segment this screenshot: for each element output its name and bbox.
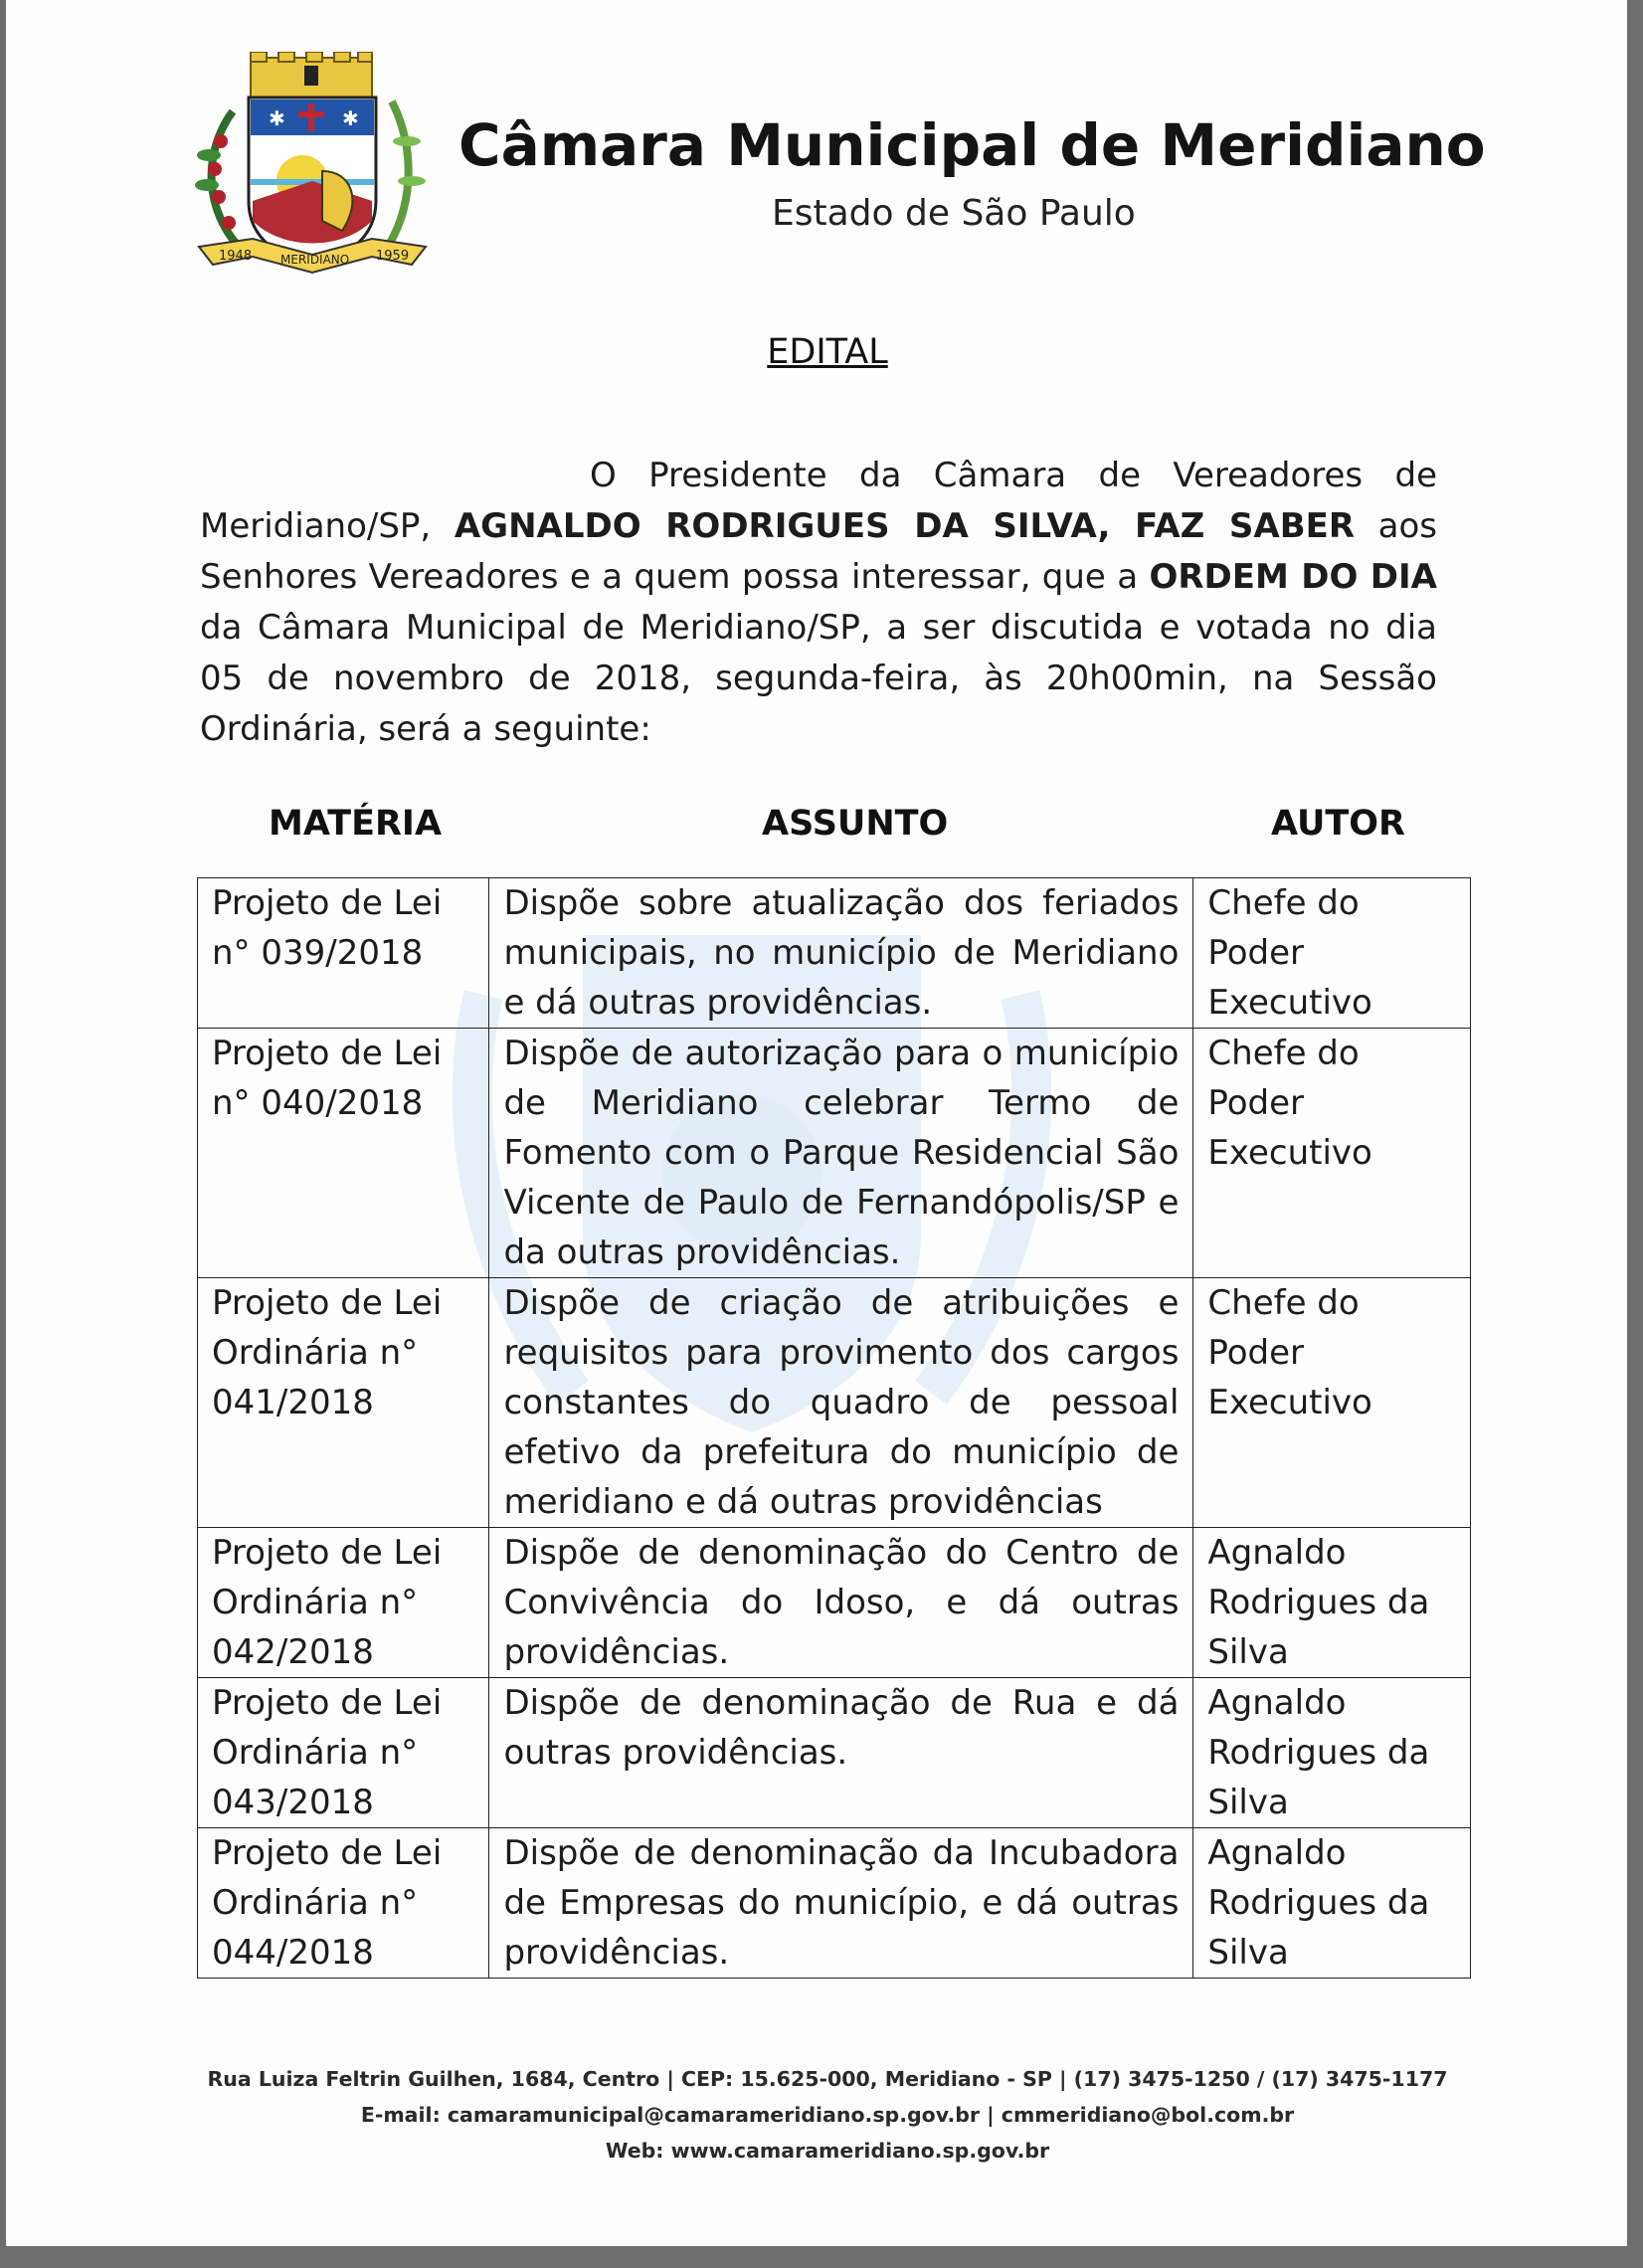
president-name: AGNALDO RODRIGUES DA SILVA, FAZ SABER bbox=[454, 506, 1356, 546]
table-row bbox=[198, 878, 1471, 1029]
table-row bbox=[198, 1828, 1471, 1979]
intro-text-1: O Presidente da Câmara de Vereadores de Meridiano/SP, bbox=[200, 456, 1437, 546]
institution-title: Câmara Municipal de Meridiano bbox=[458, 111, 1486, 179]
footer-email: E-mail: camaramunicipal@camarameridiano.sp.gov.br | cmmeridiano@bol.com.br bbox=[360, 2103, 1295, 2127]
table-row bbox=[198, 1278, 1471, 1528]
materia-cell: Projeto de Lei Ordinária n° 042/2018 bbox=[198, 1528, 489, 1678]
document-heading: EDITAL bbox=[767, 332, 888, 372]
coat-of-arms-logo bbox=[193, 52, 432, 300]
assunto-cell: Dispõe de denominação da Incubadora de Empresas do município, e dá outras providências. bbox=[489, 1828, 1193, 1979]
intro-text-3: da Câmara Municipal de Meridiano/SP, a ser discutida e votada no dia 05 de novembro de 2018, segunda-feira, às 20h00min, na Sessão Ordinária, será a seguinte: bbox=[200, 608, 1437, 749]
assunto-cell: Dispõe de denominação do Centro de Convivência do Idoso, e dá outras providências. bbox=[489, 1528, 1193, 1678]
svg-text:✱: ✱ bbox=[342, 106, 359, 130]
autor-cell: Agnaldo Rodrigues da Silva bbox=[1193, 1678, 1471, 1828]
crest-year-right: 1959 bbox=[376, 249, 410, 264]
document-page bbox=[6, 0, 1627, 2246]
autor-cell: Agnaldo Rodrigues da Silva bbox=[1193, 1528, 1471, 1678]
agenda-table bbox=[197, 877, 1471, 1979]
intro-paragraph bbox=[200, 451, 1437, 755]
table-row bbox=[198, 1678, 1471, 1828]
assunto-cell: Dispõe de denominação de Rua e dá outras providências. bbox=[489, 1678, 1193, 1828]
materia-cell: Projeto de Lei Ordinária n° 043/2018 bbox=[198, 1678, 489, 1828]
intro-text-2: aos Senhores Vereadores e a quem possa interessar, que a bbox=[200, 506, 1437, 597]
materia-cell: Projeto de Lei Ordinária n° 041/2018 bbox=[198, 1278, 489, 1528]
table-row bbox=[198, 1528, 1471, 1678]
autor-cell: Agnaldo Rodrigues da Silva bbox=[1193, 1828, 1471, 1979]
column-header-autor: AUTOR bbox=[1271, 804, 1406, 844]
table-row bbox=[198, 1029, 1471, 1278]
materia-cell: Projeto de Lei n° 039/2018 bbox=[198, 878, 489, 1029]
crest-year-left: 1948 bbox=[219, 249, 253, 264]
crest-banner-text: MERIDIANO bbox=[280, 253, 350, 267]
assunto-cell: Dispõe de autorização para o município de Meridiano celebrar Termo de Fomento com o Parque Residencial São Vicente de Paulo de Fernandópolis/SP e da outras providências. bbox=[489, 1029, 1193, 1278]
autor-cell: Chefe do Poder Executivo bbox=[1193, 1029, 1471, 1278]
column-header-materia: MATÉRIA bbox=[269, 804, 443, 844]
order-of-day: ORDEM DO DIA bbox=[1149, 557, 1437, 597]
autor-cell: Chefe do Poder Executivo bbox=[1193, 878, 1471, 1029]
institution-subtitle: Estado de São Paulo bbox=[772, 193, 1136, 234]
assunto-cell: Dispõe de criação de atribuições e requisitos para provimento dos cargos constantes do quadro de pessoal efetivo da prefeitura do município de meridiano e dá outras providências bbox=[489, 1278, 1193, 1528]
footer-web: Web: www.camarameridiano.sp.gov.br bbox=[605, 2139, 1050, 2163]
column-header-assunto: ASSUNTO bbox=[762, 804, 949, 844]
assunto-cell: Dispõe sobre atualização dos feriados municipais, no município de Meridiano e dá outras providências. bbox=[489, 878, 1193, 1029]
svg-text:✱: ✱ bbox=[269, 106, 285, 130]
materia-cell: Projeto de Lei n° 040/2018 bbox=[198, 1029, 489, 1278]
footer-address: Rua Luiza Feltrin Guilhen, 1684, Centro | CEP: 15.625-000, Meridiano - SP | (17) 3475-1250 / (17) 3475-1177 bbox=[207, 2067, 1448, 2091]
materia-cell: Projeto de Lei Ordinária n° 044/2018 bbox=[198, 1828, 489, 1979]
autor-cell: Chefe do Poder Executivo bbox=[1193, 1278, 1471, 1528]
